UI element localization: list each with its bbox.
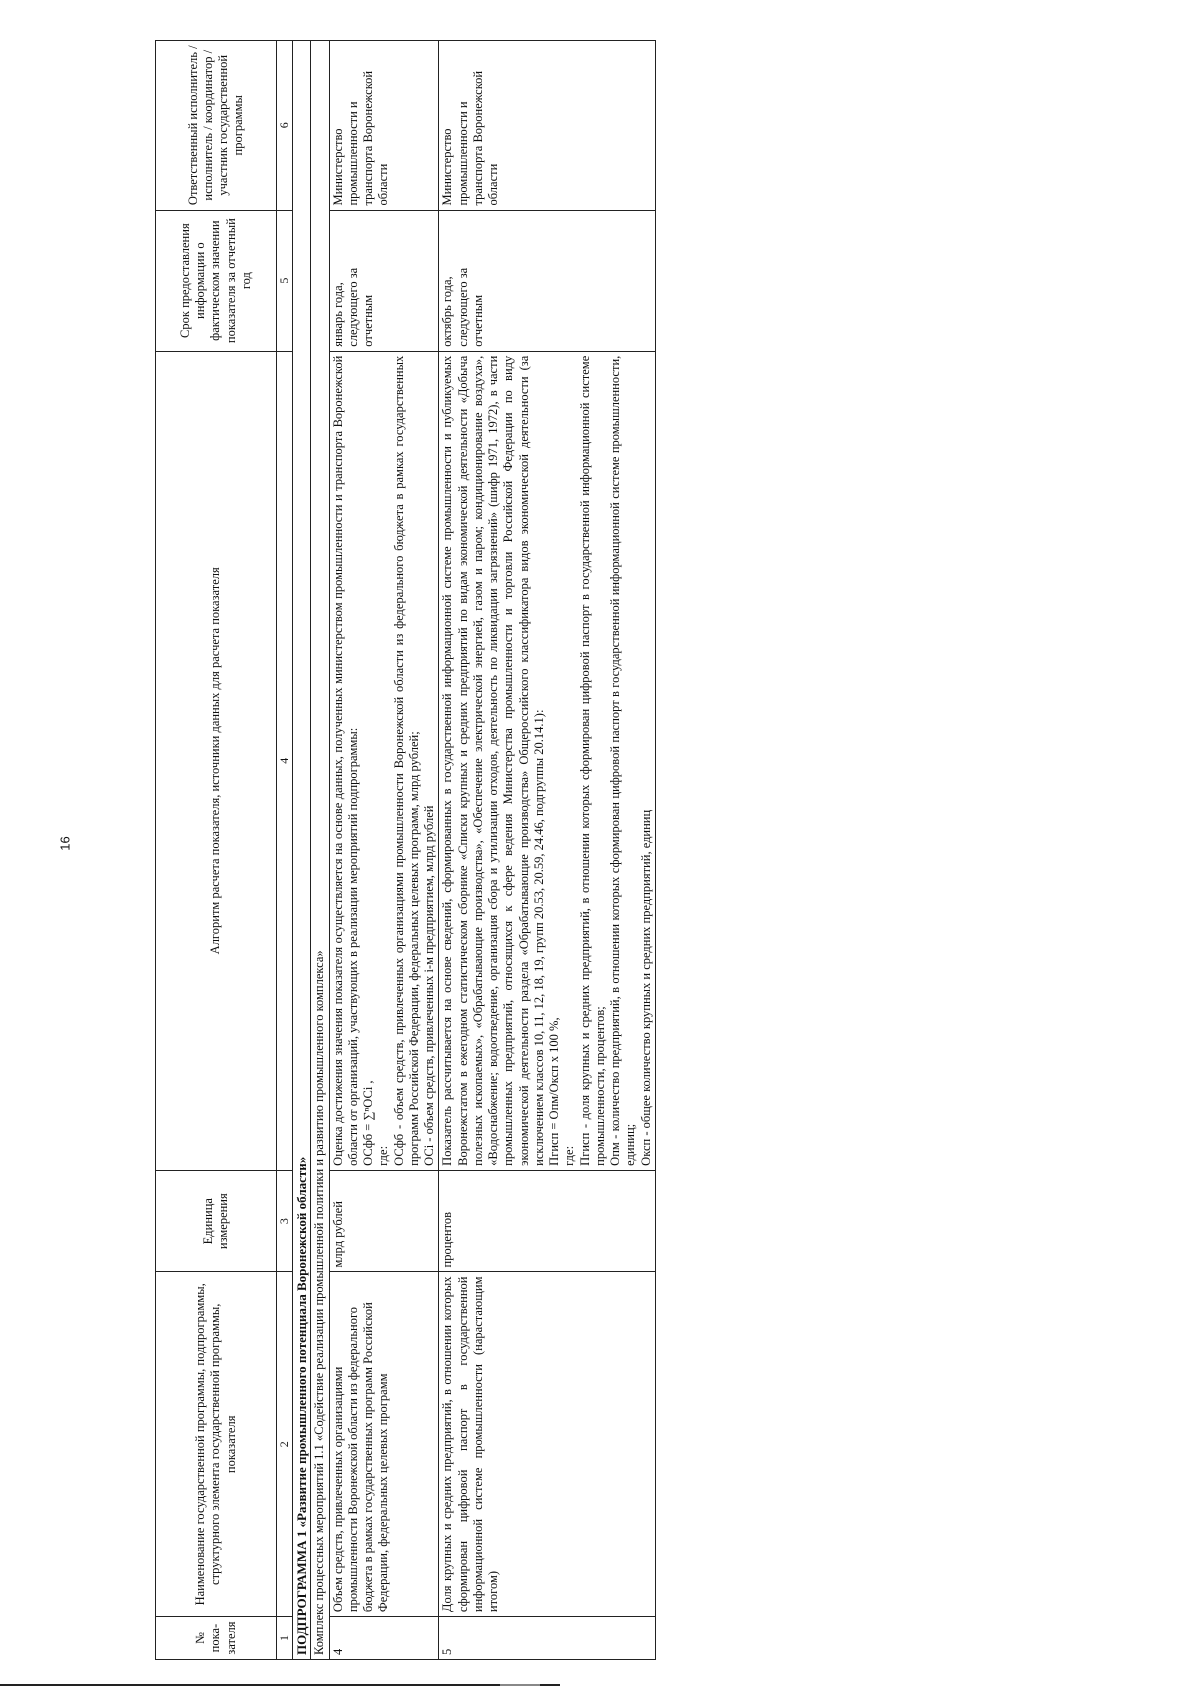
- complex-row: [311, 41, 329, 1660]
- subprogram-row: [292, 41, 311, 1660]
- indicator-deadline: октябрь года, следующего за отчетным: [439, 210, 656, 351]
- indicator-name: Доля крупных и средних предприятий, в отношении которых сформирован цифровой паспорт в государственной информационной системе промышленности (нарастающим итогом): [439, 1272, 656, 1617]
- algorithm-line: ОСфб - объем средств, привлеченных организациями промышленности Воронежской области из федерального бюджета в рамках государственных программ Российской Федерации, федеральных целевых программ, млрд рублей;: [391, 355, 421, 1166]
- bottom-scan-edge: [0, 1684, 560, 1686]
- header-name: Наименование государственной программы, подпрограммы, структурного элемента государственной программы, показателя: [156, 1272, 277, 1617]
- algorithm-line: Пгисп - доля крупных и средних предприятий, в отношении которых сформирован цифровой паспорт в государственной информационной системе промышленности, процентов;: [577, 355, 607, 1166]
- indicator-algorithm: [439, 351, 656, 1170]
- algorithm-intro: Показатель рассчитывается на основе сведений, сформированных в государственной информационной системе промышленности и публикуемых Воронежстатом в ежегодном статистическом сборнике «Списки крупных и средних предприятий по видам экономической деятельности «Добыча полезных ископаемых», «Обрабатывающие производства», «Обеспечение электрической энергией, газом и паром; кондиционирование воздуха», «Водоснабжение; водоотведение, организация сбора и утилизации отходов, деятельность по ликвидации загрязнений» (шифр 1971, 1972), в части промышленных предприятий, относящихся к сфере ведения Министерства промышленности и торговли Российской Федерации по виду экономической деятельности раздела «Обрабатывающие производства» Общероссийского классификатора видов экономической деятельности (за исключением классов 10, 11, 12, 18, 19, групп 20.53, 20.59, 24.46, подгруппы 20.14.1):: [440, 355, 546, 1166]
- header-unit: Единица измерения: [156, 1170, 277, 1272]
- row-number: 5: [439, 1617, 656, 1660]
- indicator-name: Объем средств, привлеченных организациями промышленности Воронежской области из федерального бюджета в рамках государственных программ Российской Федерации, федеральных целевых программ: [329, 1272, 439, 1617]
- bottom-scan-edge-tail: [500, 1684, 540, 1686]
- header-indicator-number: № пока-зателя: [156, 1617, 277, 1660]
- column-number: 6: [277, 41, 293, 211]
- column-number: 2: [277, 1272, 293, 1617]
- column-number: 4: [277, 351, 293, 1170]
- algorithm-line: Оксп - общее количество крупных и средних предприятий, единиц: [638, 809, 653, 1166]
- algorithm-line: Опм - количество предприятий, в отношении которых сформирован цифровой паспорт в государственной информационной системе промышленности, единиц;: [608, 355, 638, 1166]
- algorithm-formula: ОСфб = ∑ⁿОСi ,: [361, 1080, 376, 1166]
- table-header-row: [156, 41, 277, 1660]
- header-deadline: Срок предоставления информации о фактическом значении показателя за отчетный год: [156, 210, 277, 351]
- column-number: 1: [277, 1617, 293, 1660]
- indicators-table: [155, 40, 656, 1660]
- algorithm-formula: Пгисп = Опм/Оксп х 100 %,: [547, 1017, 562, 1166]
- column-number-row: [277, 41, 293, 1660]
- indicator-unit: млрд рублей: [329, 1170, 439, 1272]
- algorithm-line: ОСi - объем средств, привлеченных i-м предприятием, млрд рублей: [422, 805, 437, 1166]
- column-number: 3: [277, 1170, 293, 1272]
- algorithm-intro: Оценка достижения значения показателя осуществляется на основе данных, полученных министерством промышленности и транспорта Воронежской области от организаций, участвующих в реализации мероприятий подпрограммы:: [330, 355, 360, 1166]
- row-number: 4: [329, 1617, 439, 1660]
- algorithm-where: где:: [562, 1145, 577, 1166]
- table-row: [329, 41, 439, 1660]
- indicator-responsible: Министерство промышленности и транспорта Воронежской области: [439, 41, 656, 211]
- table-row: [439, 41, 656, 1660]
- header-algorithm: Алгоритм расчета показателя, источники данных для расчета показателя: [156, 351, 277, 1170]
- header-responsible: Ответственный исполнитель / исполнитель / координатор / участник государственной программы: [156, 41, 277, 211]
- indicator-algorithm: [329, 351, 439, 1170]
- indicator-responsible: Министерство промышленности и транспорта Воронежской области: [329, 41, 439, 211]
- indicator-unit: процентов: [439, 1170, 656, 1272]
- algorithm-where: где:: [376, 1145, 391, 1166]
- indicator-deadline: январь года, следующего за отчетным: [329, 210, 439, 351]
- column-number: 5: [277, 210, 293, 351]
- complex-title: Комплекс процессных мероприятий 1.1 «Содействие реализации промышленной политики и развитию промышленного комплекса»: [311, 41, 329, 1660]
- subprogram-title: ПОДПРОГРАММА 1 «Развитие промышленного потенциала Воронежской области»: [292, 41, 311, 1660]
- page-number: 16: [57, 836, 73, 851]
- rotated-page-sheet: [155, 40, 915, 1660]
